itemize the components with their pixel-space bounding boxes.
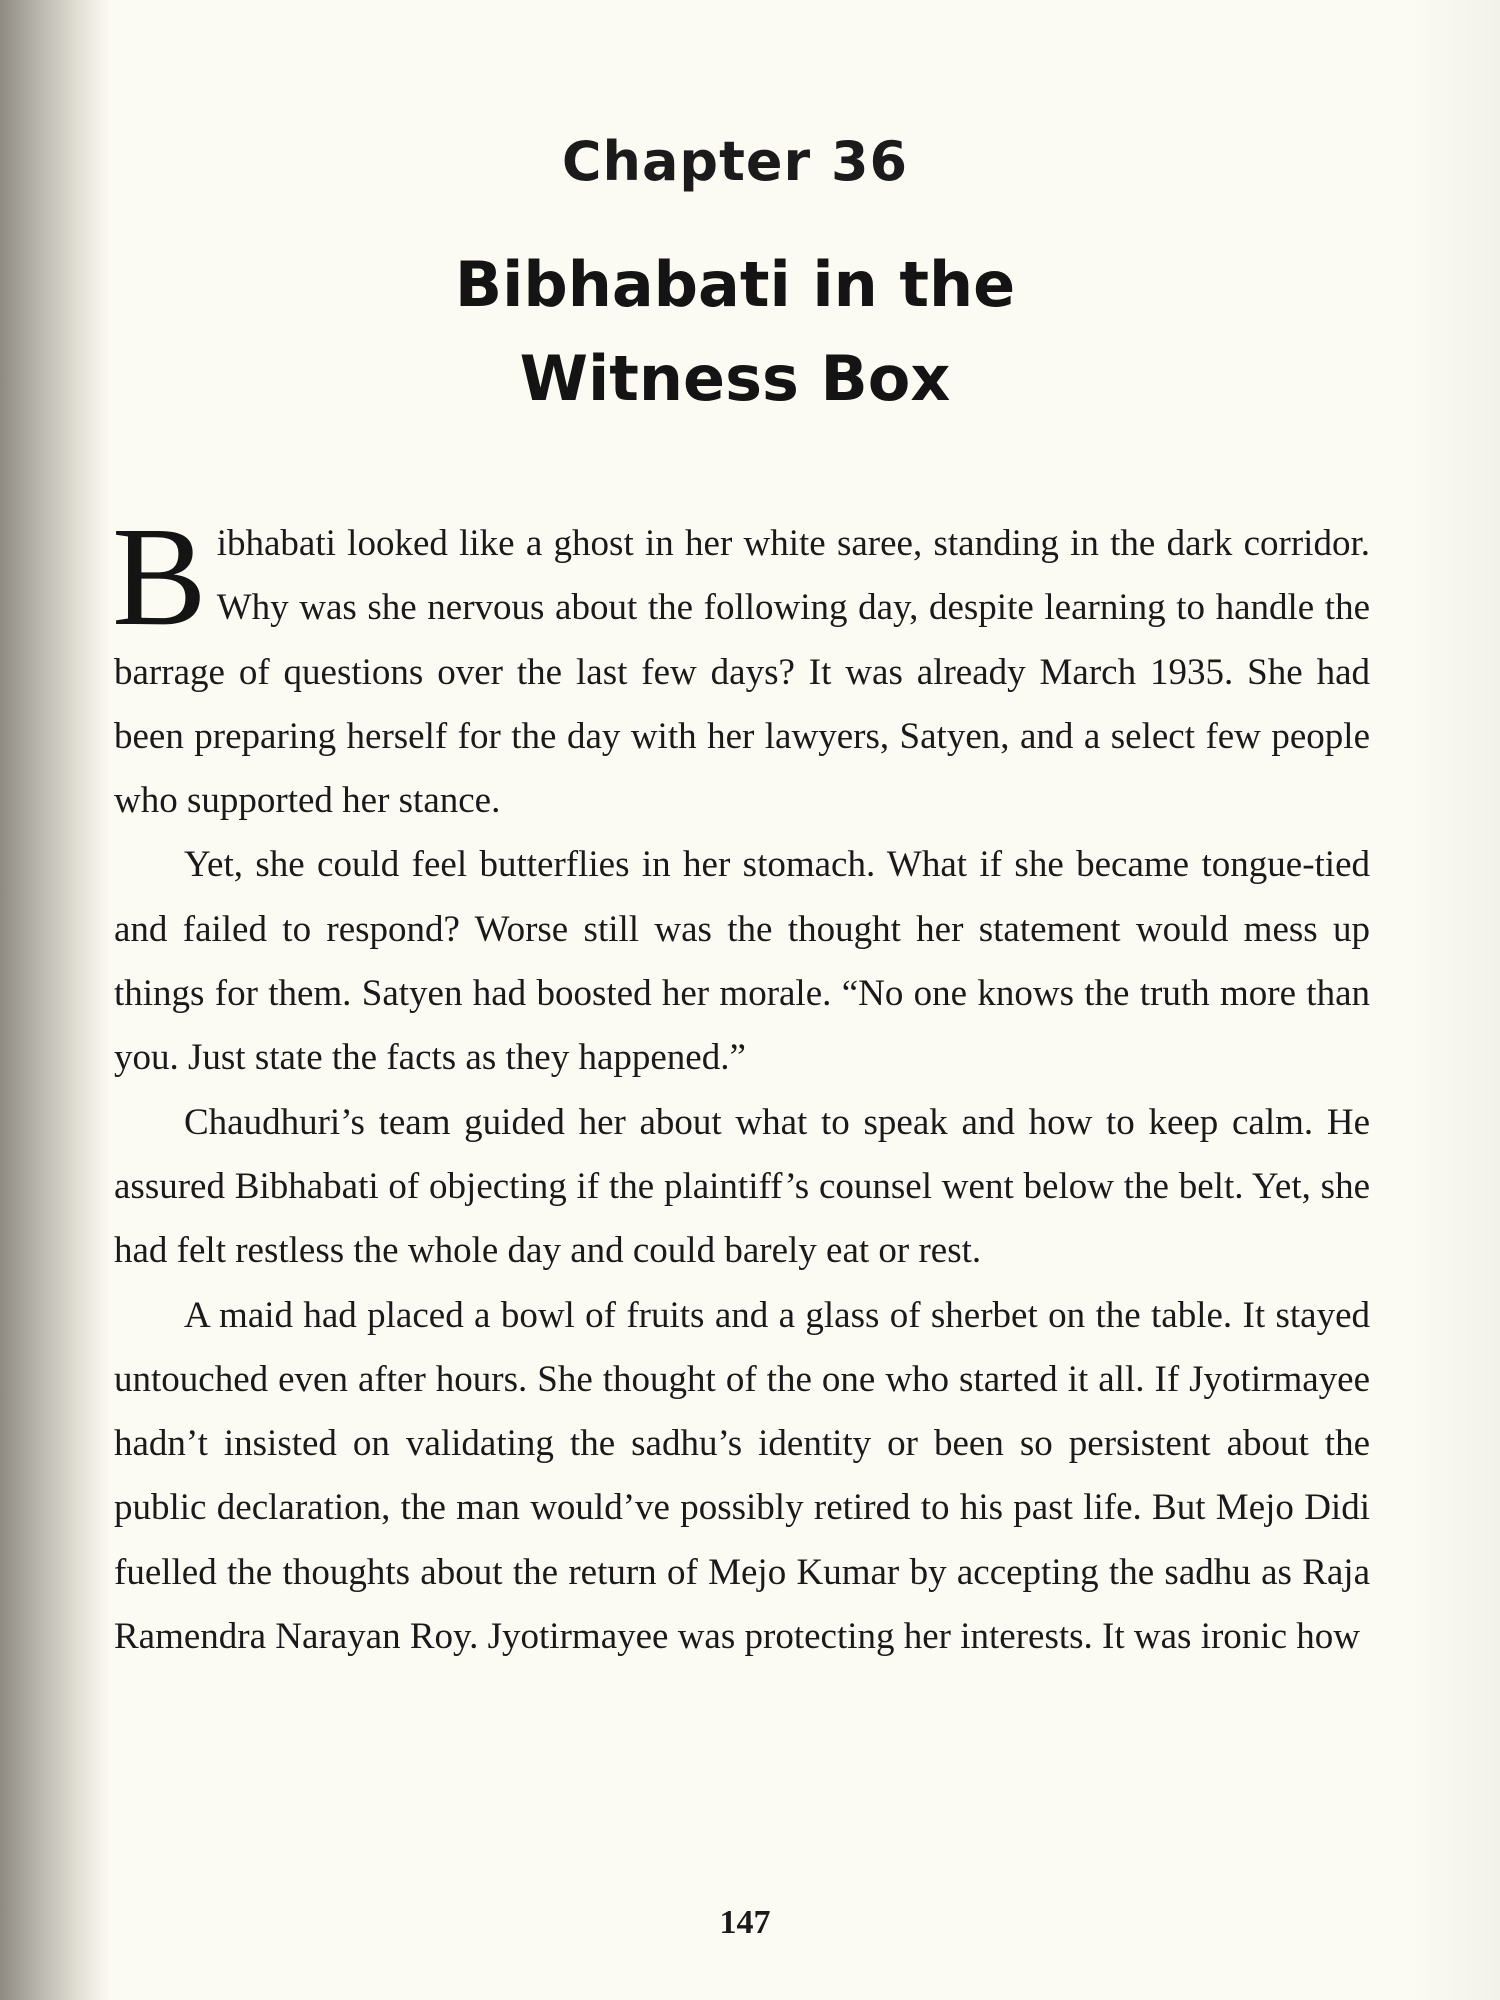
page-number: 147 — [719, 1904, 771, 1941]
chapter-number: Chapter 36 — [561, 130, 909, 193]
drop-cap: B — [112, 497, 207, 655]
paragraph-1-text: ibhabati looked like a ghost in her white saree, standing in the dark corridor. Why was she nervous about the following day, despite learning to handle the barrage of questions over the last few days? It was already March 1935. She had been preparing herself for the day with her lawyers, Satyen, and a select few people who supported her stance. — [114, 523, 1370, 822]
paragraph-2: Yet, she could feel butterflies in her stomach. What if she became tongue-tied and failed to respond? Worse still was the thought her statement would mess up things for them. Satyen had boosted her morale. “No one knows the truth more than you. Just state the facts as they happened.” — [114, 844, 1370, 1079]
paragraph-1 — [112, 497, 1370, 833]
body-text — [112, 497, 1370, 1669]
chapter-title-line-2: Witness Box — [519, 342, 951, 415]
paragraph-3: Chaudhuri’s team guided her about what to speak and how to keep calm. He assured Bibhabati of objecting if the plaintiff’s counsel went below the belt. Yet, she had felt restless the whole day and could barely eat or rest. — [114, 1101, 1370, 1272]
chapter-title-line-1: Bibhabati in the — [454, 248, 1016, 321]
paragraph-4: A maid had placed a bowl of fruits and a glass of sherbet on the table. It stayed untouched even after hours. She thought of the one who started it all. If Jyotirmayee hadn’t insisted on validating the sadhu’s identity or been so persistent about the public declaration, the man would’ve possibly retired to his past life. But Mejo Didi fuelled the thoughts about the return of Mejo Kumar by accepting the sadhu as Raja Ramendra Narayan Roy. Jyotirmayee was protecting her interests. It was ironic how — [114, 1294, 1370, 1658]
chapter-title — [0, 238, 1470, 426]
